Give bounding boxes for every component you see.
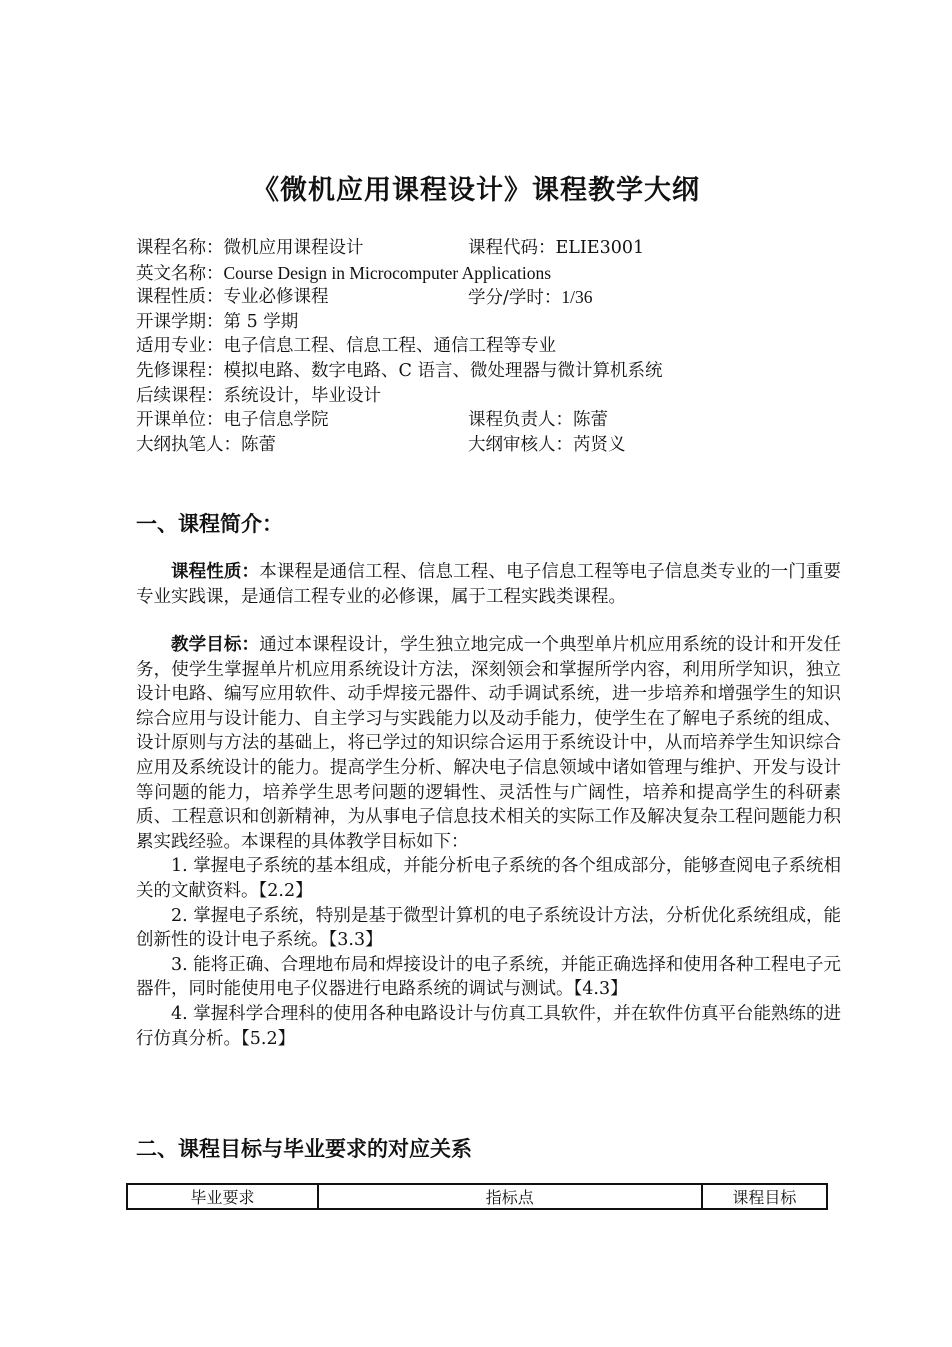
- syllabus-reviewer: 芮贤义: [573, 434, 626, 455]
- teaching-goal-block: [136, 633, 841, 1051]
- goal-text: 通过本课程设计，学生独立地完成一个典型单片机应用系统的设计和开发任务，使学生掌握单片机应用系统设计方法，深刻领会和掌握所学内容，利用所学知识，独立设计电路、编写应用软件、动手焊接元器件、动手调试系统，进一步培养和增强学生的知识综合应用与设计能力、自主学习与实践能力以及动手能力，使学生在了解电子系统的组成、设计原则与方法的基础上，将已学过的知识综合运用于系统设计中，从而培养学生知识综合应用及系统设计的能力。提高学生分析、解决电子信息领域中诸如管理与维护、开发与设计等问题的能力，培养学生思考问题的逻辑性、灵活性与广阔性，培养和提高学生的科研素质、工程意识和创新精神，为从事电子信息技术相关的实际工作及解决复杂工程问题能力积累实践经验。本课程的具体教学目标如下：: [136, 635, 842, 852]
- name-label: 课程名称：: [136, 238, 224, 258]
- course-follow: 系统设计，毕业设计: [223, 385, 381, 406]
- table-header-cell: 指标点: [318, 1184, 702, 1209]
- credit-field: [468, 285, 593, 311]
- course-nature-paragraph: [136, 560, 841, 609]
- info-row-major: [136, 334, 856, 359]
- major-label: 适用专业：: [136, 336, 224, 357]
- info-row-prereq: [136, 359, 856, 384]
- course-unit: 电子信息学院: [223, 410, 329, 431]
- info-row-writer-reviewer: [136, 433, 856, 458]
- course-nature: 专业必修课程: [223, 287, 329, 308]
- reviewer-field: [468, 433, 626, 458]
- course-term: 第 5 学期: [223, 311, 299, 332]
- leader-label: 课程负责人：: [468, 410, 573, 431]
- document-title: 《微机应用课程设计》课程教学大纲: [252, 175, 700, 206]
- table-header-cell: 毕业要求: [127, 1184, 318, 1209]
- unit-label: 开课单位：: [136, 410, 224, 431]
- course-info-block: [136, 236, 856, 457]
- writer-label: 大纲执笔人：: [136, 434, 241, 455]
- goal-lead: 教学目标：: [171, 635, 260, 655]
- nature-paragraph: [136, 560, 841, 609]
- nature-label: 课程性质：: [136, 287, 224, 308]
- goal-paragraph: [136, 633, 841, 854]
- code-field: [468, 236, 644, 261]
- prereq-label: 先修课程：: [136, 360, 224, 381]
- section2-heading: 二、课程目标与毕业要求的对应关系: [136, 1137, 472, 1161]
- objective-item: 1. 掌握电子系统的基本组成，并能分析电子系统的各个组成部分，能够查阅电子系统相关的文献资料。【2.2】: [136, 856, 841, 901]
- mapping-table: [126, 1183, 828, 1210]
- table-header-row: [127, 1184, 827, 1209]
- term-label: 开课学期：: [136, 311, 224, 332]
- table-header-cell: 课程目标: [702, 1184, 827, 1209]
- info-row-term: [136, 310, 856, 335]
- nature-lead: 课程性质：: [171, 562, 260, 582]
- leader-field: [468, 408, 608, 433]
- info-row-name-code: [136, 236, 856, 261]
- code-label: 课程代码：: [468, 238, 556, 258]
- section1-heading: 一、课程简介：: [136, 512, 283, 536]
- course-name: 微机应用课程设计: [223, 238, 364, 258]
- english-name: Course Design in Microcomputer Applications: [223, 262, 552, 283]
- info-row-unit-leader: [136, 408, 856, 433]
- credit-label: 学分/学时：: [468, 288, 562, 309]
- info-row-follow: [136, 384, 856, 409]
- course-credit: 1/36: [561, 287, 593, 308]
- course-major: 电子信息工程、信息工程、通信工程等专业: [223, 336, 556, 357]
- objective-item: 3. 能将正确、合理地布局和焊接设计的电子系统，并能正确选择和使用各种工程电子元器件，同时能使用电子仪器进行电路系统的调试与测试。【4.3】: [136, 954, 841, 1000]
- objective-item: 2. 掌握电子系统，特别是基于微型计算机的电子系统设计方法，分析优化系统组成，能创新性的设计电子系统。【3.3】: [136, 905, 841, 951]
- objective-item: 4. 掌握科学合理科的使用各种电路设计与仿真工具软件，并在软件仿真平台能熟练的进行仿真分析。【5.2】: [136, 1003, 841, 1049]
- info-row-english: [136, 261, 856, 286]
- english-label: 英文名称：: [136, 263, 224, 284]
- syllabus-writer: 陈蕾: [241, 434, 276, 455]
- course-code: ELIE3001: [555, 238, 645, 258]
- follow-label: 后续课程：: [136, 385, 224, 406]
- info-row-nature-credit: [136, 285, 856, 310]
- nature-text: 本课程是通信工程、信息工程、电子信息工程等电子信息类专业的一门重要专业实践课，是通信工程专业的必修课，属于工程实践类课程。: [136, 562, 842, 607]
- reviewer-label: 大纲审核人：: [468, 434, 573, 455]
- course-prereq: 模拟电路、数字电路、C 语言、微处理器与微计算机系统: [223, 360, 663, 381]
- course-leader: 陈蕾: [573, 410, 608, 431]
